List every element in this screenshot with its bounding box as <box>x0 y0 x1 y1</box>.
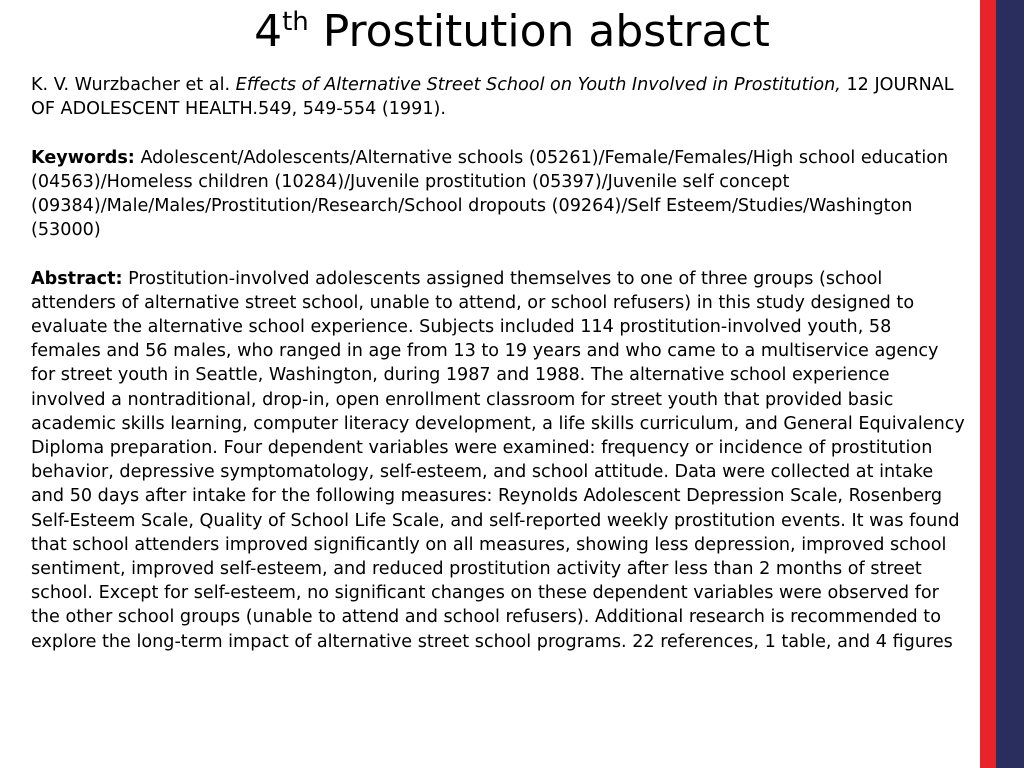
keywords-text: Adolescent/Adolescents/Alternative schools (05261)/Female/Females/High school education (04563)/Homeless children (10284)/Juvenile prostitution (05397)/Juvenile self concept (09384)/Male/Males/Prostitution/Research/School dropouts (09264)/Self Esteem/Studies/Washington (53000) <box>31 147 949 241</box>
citation-authors: K. V. Wurzbacher et al. <box>31 75 231 95</box>
abstract-text: Prostitution-involved adolescents assigned themselves to one of three groups (school attenders of alternative street school, unable to attend, or school refusers) in this study designed to evaluate the alternative school experience. Subjects included 114 prostitution-involved youth, 58 females and 56 males, who ranged in age from 13 to 19 years and who came to a multiservice agency for street youth in Seattle, Washington, during 1987 and 1988. The alternative school experience involved a nontraditional, drop-in, open enrollment classroom for street youth that provided basic academic skills learning, computer literacy development, a life skills curriculum, and General Equivalency Diploma preparation. Four dependent variables were examined: frequency or incidence of prostitution behavior, depressive symptomatology, self-esteem, and school attitude. Data were collected at intake and 50 days after intake for the following measures: Reynolds Adolescent Depression Scale, Rosenberg Self-Esteem Scale, Quality of School Life Scale, and self-reported weekly prostitution events. It was found that school attenders improved significantly on all measures, showing less depression, improved school sentiment, improved self-esteem, and reduced prostitution activity after less than 2 months of street school. Except for self-esteem, no significant changes on these dependent variables were observed for the other school groups (unable to attend and school refusers). Additional research is recommended to explore the long-term impact of alternative street school programs. 22 references, 1 table, and 4 figures <box>31 268 965 652</box>
title-number: 4 <box>254 6 283 57</box>
slide-title <box>0 6 1024 59</box>
keywords-label: Keywords: <box>31 147 135 168</box>
side-stripe-navy <box>996 0 1024 768</box>
citation-source: 12 JOURNAL OF ADOLESCENT HEALTH.549, 549-554 (1991). <box>31 75 954 120</box>
title-text: Prostitution abstract <box>322 6 770 57</box>
paragraph-spacer <box>31 242 966 266</box>
abstract-paragraph <box>31 267 966 654</box>
abstract-label: Abstract: <box>31 268 123 289</box>
title-superscript: th <box>282 7 309 37</box>
citation <box>31 73 966 121</box>
citation-article-title: Effects of Alternative Street School on Youth Involved in Prostitution, <box>235 75 841 95</box>
slide-body <box>31 73 966 654</box>
paragraph-spacer <box>31 121 966 145</box>
keywords-paragraph <box>31 146 966 243</box>
side-stripe-red <box>980 0 996 768</box>
